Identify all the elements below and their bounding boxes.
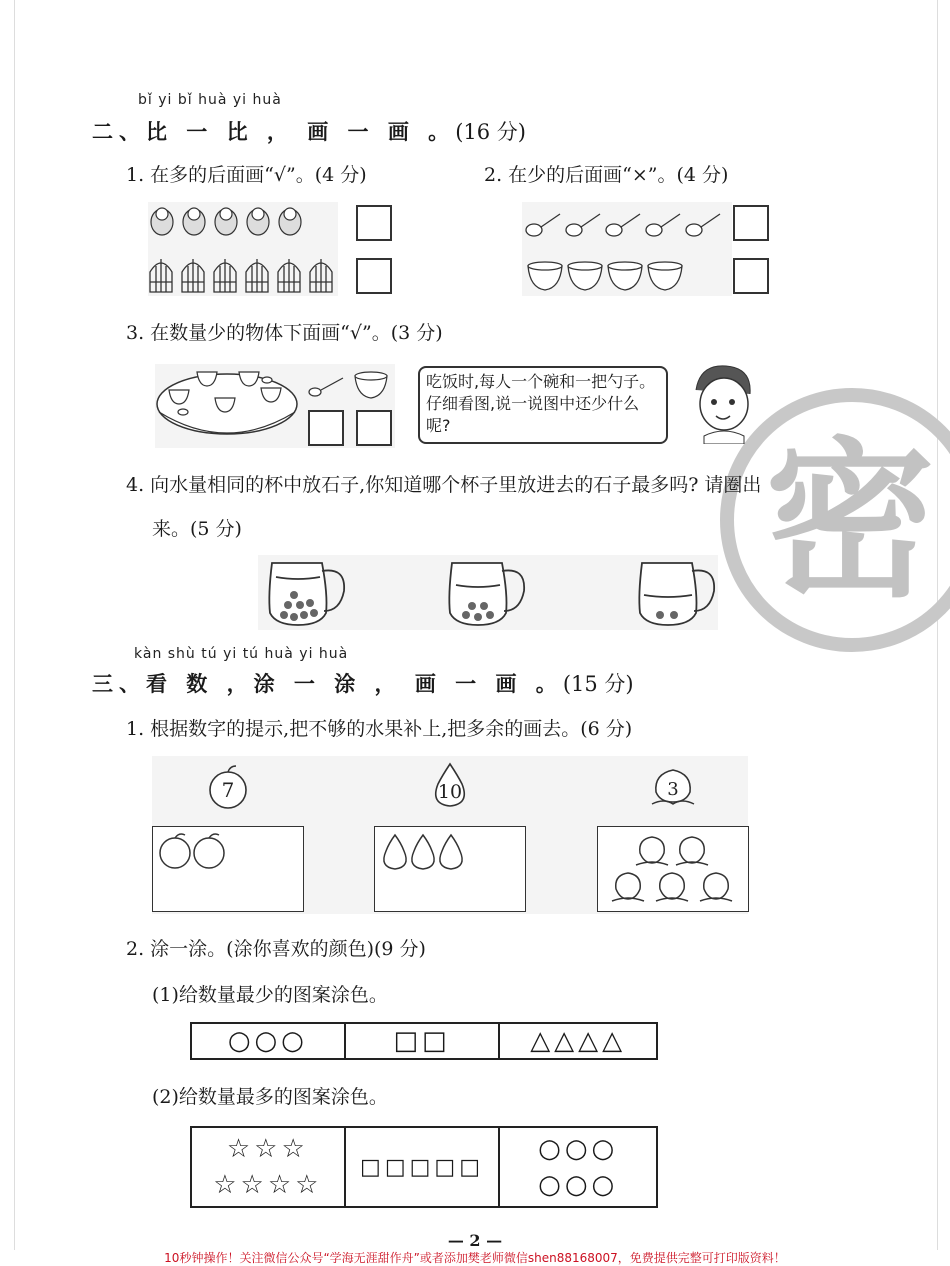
peach-icon xyxy=(612,873,644,901)
q2-3-text: 3. 在数量少的物体下面画“√”。(3 分) xyxy=(126,322,443,344)
q3-1-text: 1. 根据数字的提示,把不够的水果补上,把多余的画去。(6 分) xyxy=(126,718,633,740)
cage-icon xyxy=(310,259,332,292)
stamp-character: 密 xyxy=(764,423,936,621)
spoon-icon xyxy=(309,378,343,396)
bird-icon xyxy=(279,208,301,235)
bowl-icon xyxy=(648,262,682,290)
peach-icon xyxy=(700,873,732,901)
speech-bubble: 吃饭时,每人一个碗和一把勺子。仔细看图,说一说图中还少什么呢? xyxy=(418,366,668,444)
spoon-icon xyxy=(686,214,720,236)
spoon-icon xyxy=(606,214,640,236)
cage-icon xyxy=(150,259,172,292)
squares-top: □□□□□ xyxy=(360,1154,484,1180)
section2-pinyin: bǐ yi bǐ huà yi huà xyxy=(138,92,282,108)
q3-2-text: 2. 涂一涂。(涂你喜欢的颜色)(9 分) xyxy=(126,938,426,960)
cage-icon xyxy=(214,259,236,292)
pear-number: 10 xyxy=(437,781,463,803)
spoon-icon xyxy=(262,377,272,383)
bird-icon xyxy=(183,208,205,235)
spoon-icon xyxy=(566,214,600,236)
peach-number: 3 xyxy=(667,779,679,800)
cage-icon xyxy=(278,259,300,292)
stars-bottom: ☆☆☆☆ xyxy=(213,1170,323,1200)
q3-2-2-text: (2)给数量最多的图案涂色。 xyxy=(152,1086,388,1108)
shapes-row-most xyxy=(190,1126,658,1208)
section2-points: (16 分) xyxy=(455,120,526,144)
apple-number: 7 xyxy=(221,778,235,802)
section2-title xyxy=(92,116,526,146)
cage-icon xyxy=(182,259,204,292)
stars-top: ☆☆☆ xyxy=(226,1134,309,1164)
circles-cell[interactable]: ○○○ xyxy=(192,1024,346,1058)
answer-box-birds[interactable] xyxy=(356,205,392,241)
peach-icon xyxy=(636,837,668,865)
circles-top: ○○○ xyxy=(538,1134,619,1164)
triangles-cell[interactable]: △△△△ xyxy=(530,1026,627,1056)
boy-illustration xyxy=(690,360,760,444)
squares-cell[interactable]: □□ xyxy=(346,1024,501,1058)
bowl-icon xyxy=(568,262,602,290)
spoon-icon xyxy=(526,214,560,236)
shapes-row-least xyxy=(190,1022,658,1060)
spoon-icon xyxy=(646,214,680,236)
section2-title-text: 二、比 一 比 ， 画 一 画 。 xyxy=(92,119,456,144)
cup-icon xyxy=(639,563,714,625)
answer-box-spoons[interactable] xyxy=(733,205,769,241)
circles-cell-2[interactable] xyxy=(500,1128,656,1206)
section3-pinyin: kàn shù tú yi tú huà yi huà xyxy=(134,646,349,662)
stars-cell[interactable] xyxy=(192,1128,346,1206)
bird-icon xyxy=(247,208,269,235)
cup-icon xyxy=(449,563,524,625)
pear-icon xyxy=(412,835,434,869)
cups-illustration xyxy=(258,555,718,630)
q2-1-text: 1. 在多的后面画“√”。(4 分) xyxy=(126,164,367,186)
peach-box[interactable] xyxy=(597,826,749,912)
peach-icon xyxy=(656,873,688,901)
answer-box-spoon[interactable] xyxy=(308,410,344,446)
q2-4-text-line2: 来。(5 分) xyxy=(152,518,242,540)
birds-cages-illustration xyxy=(148,202,338,296)
circles-bottom: ○○○ xyxy=(538,1170,619,1200)
apple-box[interactable] xyxy=(152,826,304,912)
bowl-icon xyxy=(355,372,387,398)
section3-title-text: 三、看 数 ，涂 一 涂 ， 画 一 画 。 xyxy=(92,671,563,696)
footer-notice: 10秒钟操作！关注微信公众号“学海无涯甜作舟”或者添加樊老师微信shen88168007，免费提供完整可打印版资料！ xyxy=(164,1251,786,1265)
cup-icon xyxy=(269,563,344,625)
apple-icon xyxy=(160,834,190,868)
spoon-icon xyxy=(178,409,188,415)
pear-icon xyxy=(440,835,462,869)
answer-box-bowls[interactable] xyxy=(733,258,769,294)
q2-2-text: 2. 在少的后面画“×”。(4 分) xyxy=(484,164,729,186)
apple-icon xyxy=(194,834,224,868)
spoons-bowls-illustration xyxy=(522,202,732,296)
apple-number-icon xyxy=(204,764,252,810)
q3-2-1-text: (1)给数量最少的图案涂色。 xyxy=(152,984,388,1006)
page-number: — 2 — xyxy=(447,1231,503,1250)
peach-number-icon xyxy=(646,766,700,810)
bird-icon xyxy=(151,208,173,235)
bird-icon xyxy=(215,208,237,235)
bowl-icon xyxy=(608,262,642,290)
pear-box[interactable] xyxy=(374,826,526,912)
pear-number-icon xyxy=(436,764,465,806)
answer-box-cages[interactable] xyxy=(356,258,392,294)
cage-icon xyxy=(246,259,268,292)
section3-points: (15 分) xyxy=(562,672,634,696)
section3-title xyxy=(92,668,634,698)
peach-icon xyxy=(676,837,708,865)
squares-cell-2[interactable] xyxy=(346,1128,501,1206)
pear-icon xyxy=(384,835,406,869)
q2-4-text-line1: 4. 向水量相同的杯中放石子,你知道哪个杯子里放进去的石子最多吗? 请圈出 xyxy=(126,474,762,496)
bowl-icon xyxy=(528,262,562,290)
answer-box-bowl[interactable] xyxy=(356,410,392,446)
